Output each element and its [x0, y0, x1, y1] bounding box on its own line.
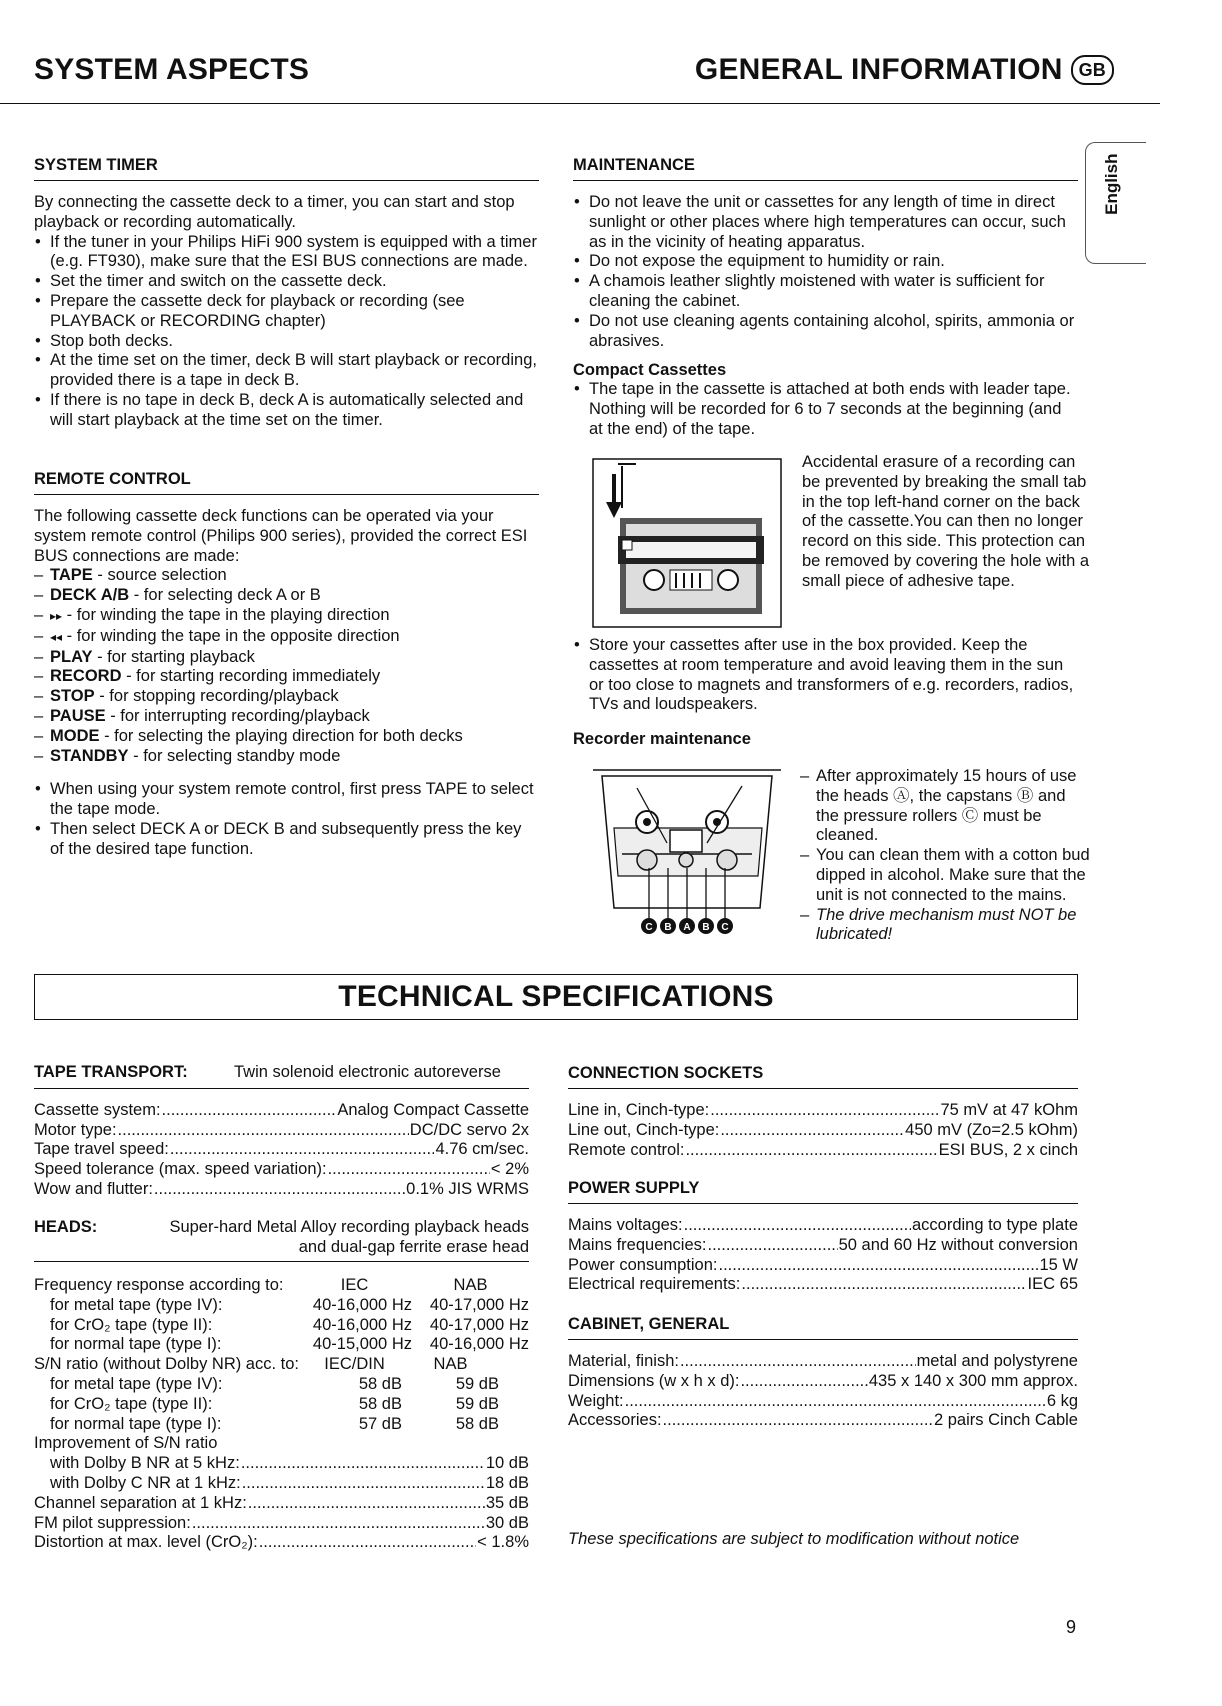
connection-rows [568, 1101, 1078, 1160]
spec-key: Channel separation at 1 kHz: [34, 1493, 247, 1512]
sn-title: S/N ratio (without Dolby NR) acc. to: [34, 1355, 299, 1374]
spec-row [34, 1101, 529, 1121]
function-key: TAPE [50, 566, 93, 585]
tape-transport-header [34, 1063, 529, 1089]
sn-row-iec: 58 dB [358, 1374, 402, 1393]
spec-row [34, 1533, 529, 1553]
list-item: – You can clean them with a cotton bud dipped in alcohol. Make sure that the unit is not connected to the mains. [800, 846, 1090, 905]
spec-key: Wow and flutter: [34, 1179, 153, 1198]
cabinet-title: CABINET, GENERAL [568, 1314, 1078, 1340]
list-item: • When using your system remote control, first press TAPE to select the tape mode. [34, 780, 539, 820]
list-item: • Do not expose the equipment to humidity or rain. [573, 252, 1078, 272]
list-item: • A chamois leather slightly moistened with water is sufficient for cleaning the cabinet. [573, 272, 1078, 312]
erasure-protection-text: Accidental erasure of a recording can be prevented by breaking the small tab in the top left-hand corner on the back of the cassette.You can then no longer record on this side. This protection can be removed by covering the hole with a small piece of adhesive tape. [802, 453, 1090, 590]
compact-cassettes-title: Compact Cassettes [573, 361, 727, 380]
freq-row-nab: 40-17,000 Hz [429, 1295, 529, 1314]
spec-key: Weight: [568, 1391, 624, 1410]
heads-section [34, 1218, 529, 1262]
freq-row-nab: 40-16,000 Hz [429, 1335, 529, 1354]
list-item [34, 566, 539, 586]
maintenance-list [573, 193, 1078, 351]
spec-row [34, 1160, 529, 1180]
header-right-title [695, 53, 1114, 87]
list-item: • Stop both decks. [34, 332, 539, 352]
spec-value: 450 mV (Zo=2.5 kOhm) [905, 1120, 1078, 1139]
function-desc: - for starting playback [92, 647, 255, 666]
function-desc: - for selecting deck A or B [129, 586, 321, 605]
function-desc: - for selecting standby mode [128, 746, 341, 765]
maintenance-section [573, 155, 1078, 440]
tape-transport-rows [34, 1101, 529, 1200]
spec-key: with Dolby C NR at 1 kHz: [50, 1473, 241, 1492]
spec-value: 4.76 cm/sec. [435, 1140, 529, 1159]
list-item [34, 648, 539, 668]
fast-forward-icon: ▸▸ [50, 608, 63, 623]
spec-value: 435 x 140 x 300 mm approx. [868, 1371, 1078, 1390]
sn-row-iec: 58 dB [358, 1394, 402, 1413]
diagram-label-c-right: C [721, 922, 729, 933]
spec-row [34, 1474, 529, 1494]
spec-row [568, 1121, 1078, 1141]
sn-row-key: for normal tape (type I): [50, 1414, 222, 1433]
spec-row [568, 1236, 1078, 1256]
list-item [34, 687, 539, 707]
language-tab-label: English [1102, 153, 1122, 215]
spec-value: DC/DC servo 2x [409, 1120, 529, 1139]
heads-label: HEADS: [34, 1218, 98, 1236]
language-tab [1092, 153, 1132, 215]
spec-value: 15 W [1039, 1255, 1078, 1274]
cassette-storage-section [573, 636, 1078, 749]
list-item: • Set the timer and switch on the cassette deck. [34, 272, 539, 292]
spec-value: 10 dB [485, 1454, 529, 1473]
function-desc: - for winding the tape in the opposite direction [62, 626, 400, 645]
list-item [34, 747, 539, 767]
spec-key: Tape travel speed: [34, 1140, 169, 1159]
spec-value: < 2% [490, 1160, 529, 1179]
list-item [34, 667, 539, 687]
connection-title: CONNECTION SOCKETS [568, 1063, 1078, 1089]
spec-value: 18 dB [485, 1473, 529, 1492]
spec-row [568, 1141, 1078, 1161]
heads-line-1 [34, 1218, 529, 1238]
spec-key: Distortion at max. level (CrO₂): [34, 1533, 258, 1552]
sn-row-nab: 58 dB [455, 1414, 499, 1433]
heads-desc-2: and dual-gap ferrite erase head [34, 1238, 529, 1262]
spec-key: Material, finish: [568, 1352, 679, 1370]
spec-row [34, 1514, 529, 1534]
maintenance-title: MAINTENANCE [573, 155, 1078, 181]
spec-row [34, 1180, 529, 1200]
storage-list [573, 636, 1078, 715]
spec-value: metal and polystyrene [916, 1352, 1078, 1370]
diagram-label-a: A [683, 922, 691, 933]
list-item: • Prepare the cassette deck for playback or recording (see PLAYBACK or RECORDING chapter) [34, 292, 539, 332]
freq-row-key: for CrO₂ tape (type II): [50, 1315, 213, 1334]
list-item [34, 627, 539, 648]
list-item [34, 707, 539, 727]
list-item: • Do not use cleaning agents containing alcohol, spirits, ammonia or abrasives. [573, 312, 1078, 352]
diagram-label-b-left: B [664, 922, 672, 933]
freq-row-iec: 40-16,000 Hz [312, 1315, 412, 1334]
spec-key: Mains voltages: [568, 1216, 683, 1234]
list-item [34, 586, 539, 606]
tape-heads-icon [592, 768, 782, 938]
function-key: RECORD [50, 667, 122, 686]
sn-row-key: for metal tape (type IV): [50, 1374, 223, 1393]
function-key: PAUSE [50, 706, 106, 725]
page-number: 9 [1066, 1617, 1077, 1637]
spec-value: < 1.8% [477, 1533, 529, 1552]
spec-row [568, 1256, 1078, 1276]
rewind-icon: ◂◂ [50, 629, 63, 644]
improvement-title: Improvement of S/N ratio [34, 1434, 218, 1453]
gb-language-badge: GB [1071, 55, 1114, 85]
diagram-label-c-left: C [645, 922, 653, 933]
function-desc: - for starting recording immediately [121, 667, 381, 686]
header-left-title: SYSTEM ASPECTS [34, 53, 310, 86]
tape-transport-section [34, 1063, 529, 1200]
freq-row-nab: 40-17,000 Hz [429, 1315, 529, 1334]
spec-value: 0.1% JIS WRMS [406, 1179, 529, 1198]
sn-row-key: for CrO₂ tape (type II): [50, 1394, 213, 1413]
spec-key: Power consumption: [568, 1255, 718, 1274]
spec-key: Speed tolerance (max. speed variation): [34, 1160, 327, 1179]
system-timer-list [34, 233, 539, 431]
spec-value: 50 and 60 Hz without conversion [838, 1235, 1078, 1254]
spec-row [34, 1121, 529, 1141]
freq-row-key: for metal tape (type IV): [50, 1295, 223, 1314]
list-item: • If the tuner in your Philips HiFi 900 system is equipped with a timer (e.g. FT930), make sure that the ESI BUS connections are made. [34, 233, 539, 273]
freq-row-iec: 40-16,000 Hz [312, 1295, 412, 1314]
function-key: DECK A/B [50, 586, 130, 605]
function-desc: - for stopping recording/playback [94, 687, 339, 706]
connection-section [568, 1063, 1078, 1160]
power-title: POWER SUPPLY [568, 1178, 1078, 1204]
spec-row [568, 1275, 1078, 1295]
list-item [34, 606, 539, 627]
spec-key: Dimensions (w x h x d): [568, 1371, 740, 1390]
power-section [568, 1178, 1078, 1295]
spec-row [568, 1411, 1078, 1431]
freq-col-iec: IEC [340, 1276, 369, 1294]
spec-row [568, 1372, 1078, 1392]
freq-row-key: for normal tape (type I): [50, 1335, 222, 1354]
spec-key: Cassette system: [34, 1100, 161, 1119]
recorder-heads-illustration [592, 768, 782, 938]
function-key: STOP [50, 687, 95, 706]
cassette-icon [592, 458, 782, 628]
tech-specs-banner [34, 974, 1078, 1020]
tape-transport-value: Twin solenoid electronic autoreverse [234, 1063, 501, 1081]
remote-control-section [34, 469, 539, 860]
function-desc: - for selecting the playing direction for both decks [99, 726, 463, 745]
remote-control-intro: The following cassette deck functions can be operated via your system remote control (Philips 900 series), provided the correct ESI BUS connections are made: [34, 507, 528, 565]
spec-key: Electrical requirements: [568, 1275, 741, 1294]
tech-specs-title: TECHNICAL SPECIFICATIONS [338, 980, 774, 1013]
sn-row-nab: 59 dB [455, 1374, 499, 1393]
spec-value: 30 dB [485, 1513, 529, 1532]
spec-value: IEC 65 [1027, 1275, 1078, 1294]
system-timer-section [34, 155, 539, 431]
spec-key: Mains frequencies: [568, 1235, 707, 1254]
power-rows [568, 1216, 1078, 1295]
list-item: – After approximately 15 hours of use the heads Ⓐ, the capstans Ⓑ and the pressure rollers Ⓒ must be cleaned. [800, 767, 1090, 846]
cabinet-rows [568, 1352, 1078, 1431]
recorder-maintenance-text [800, 767, 1090, 945]
spec-row [34, 1140, 529, 1160]
frequency-section [34, 1276, 529, 1553]
tape-transport-label: TAPE TRANSPORT: [34, 1063, 188, 1081]
spec-value: 2 pairs Cinch Cable [934, 1411, 1078, 1430]
freq-title: Frequency response according to: [34, 1276, 284, 1294]
remote-control-title: REMOTE CONTROL [34, 469, 539, 495]
spec-key: Motor type: [34, 1120, 117, 1139]
function-key: STANDBY [50, 746, 129, 765]
spec-value: according to type plate [911, 1216, 1078, 1234]
function-desc: - source selection [92, 566, 227, 585]
cassette-illustration [592, 458, 782, 628]
header-right-text: GENERAL INFORMATION [694, 53, 1063, 86]
list-item: • Then select DECK A or DECK B and subsequently press the key of the desired tape function. [34, 820, 539, 860]
spec-value: 75 mV at 47 kOhm [940, 1101, 1078, 1119]
spec-key: with Dolby B NR at 5 kHz: [50, 1454, 240, 1473]
sn-row-iec: 57 dB [358, 1414, 402, 1433]
recorder-maintenance-title: Recorder maintenance [573, 730, 751, 749]
list-item: • Store your cassettes after use in the box provided. Keep the cassettes at room temperature and avoid leaving them in the sun or too close to magnets and transformers of e.g. recorders, radios, TVs and loudspeakers. [573, 636, 1078, 715]
freq-col-nab: NAB [453, 1276, 488, 1294]
list-item: • The tape in the cassette is attached at both ends with leader tape. Nothing will be recorded for 6 to 7 seconds at the beginning (and at the end) of the tape. [573, 380, 1078, 439]
frequency-table [34, 1276, 529, 1434]
function-key: MODE [50, 726, 100, 745]
specs-footnote: These specifications are subject to modification without notice [568, 1530, 1020, 1548]
spec-row [34, 1454, 529, 1474]
spec-row [568, 1352, 1078, 1372]
spec-row [568, 1392, 1078, 1412]
list-item [34, 727, 539, 747]
list-item: • At the time set on the timer, deck B will start playback or recording, provided there is a tape in deck B. [34, 351, 539, 391]
cabinet-section [568, 1314, 1078, 1431]
spec-value: 6 kg [1046, 1391, 1078, 1410]
spec-value: ESI BUS, 2 x cinch [938, 1140, 1078, 1159]
spec-key: Accessories: [568, 1411, 662, 1430]
remote-usage-list [34, 780, 539, 859]
system-timer-intro: By connecting the cassette deck to a timer, you can start and stop playback or recording automatically. [34, 193, 515, 231]
heads-desc-1: Super-hard Metal Alloy recording playback heads [169, 1218, 529, 1236]
sn-row-nab: 59 dB [455, 1394, 499, 1413]
list-item: • Do not leave the unit or cassettes for any length of time in direct sunlight or other places where high temperatures can occur, such as in the vicinity of heating apparatus. [573, 193, 1078, 252]
spec-row [568, 1101, 1078, 1121]
spec-key: FM pilot suppression: [34, 1513, 191, 1532]
list-item: – The drive mechanism must NOT be lubricated! [800, 906, 1090, 946]
spec-key: Remote control: [568, 1140, 685, 1159]
list-item: • If there is no tape in deck B, deck A is automatically selected and will start playback at the time set on the timer. [34, 391, 539, 431]
header-rule [0, 103, 1160, 104]
spec-row [34, 1494, 529, 1514]
spec-key: Line out, Cinch-type: [568, 1120, 720, 1139]
spec-value: 35 dB [485, 1493, 529, 1512]
cassette-list [573, 380, 1078, 439]
remote-function-list [34, 566, 539, 766]
sn-col-nab: NAB [433, 1355, 468, 1374]
diagram-label-b-right: B [702, 922, 710, 933]
system-timer-title: SYSTEM TIMER [34, 155, 539, 181]
recorder-maintenance-list [800, 767, 1090, 945]
spec-value: Analog Compact Cassette [337, 1100, 529, 1119]
freq-row-iec: 40-15,000 Hz [312, 1335, 412, 1354]
sn-col-iec: IEC/DIN [324, 1355, 385, 1374]
function-key: PLAY [50, 647, 93, 666]
spec-key: Line in, Cinch-type: [568, 1101, 710, 1119]
function-desc: - for winding the tape in the playing direction [62, 605, 390, 624]
spec-row [568, 1216, 1078, 1236]
function-desc: - for interrupting recording/playback [105, 706, 370, 725]
